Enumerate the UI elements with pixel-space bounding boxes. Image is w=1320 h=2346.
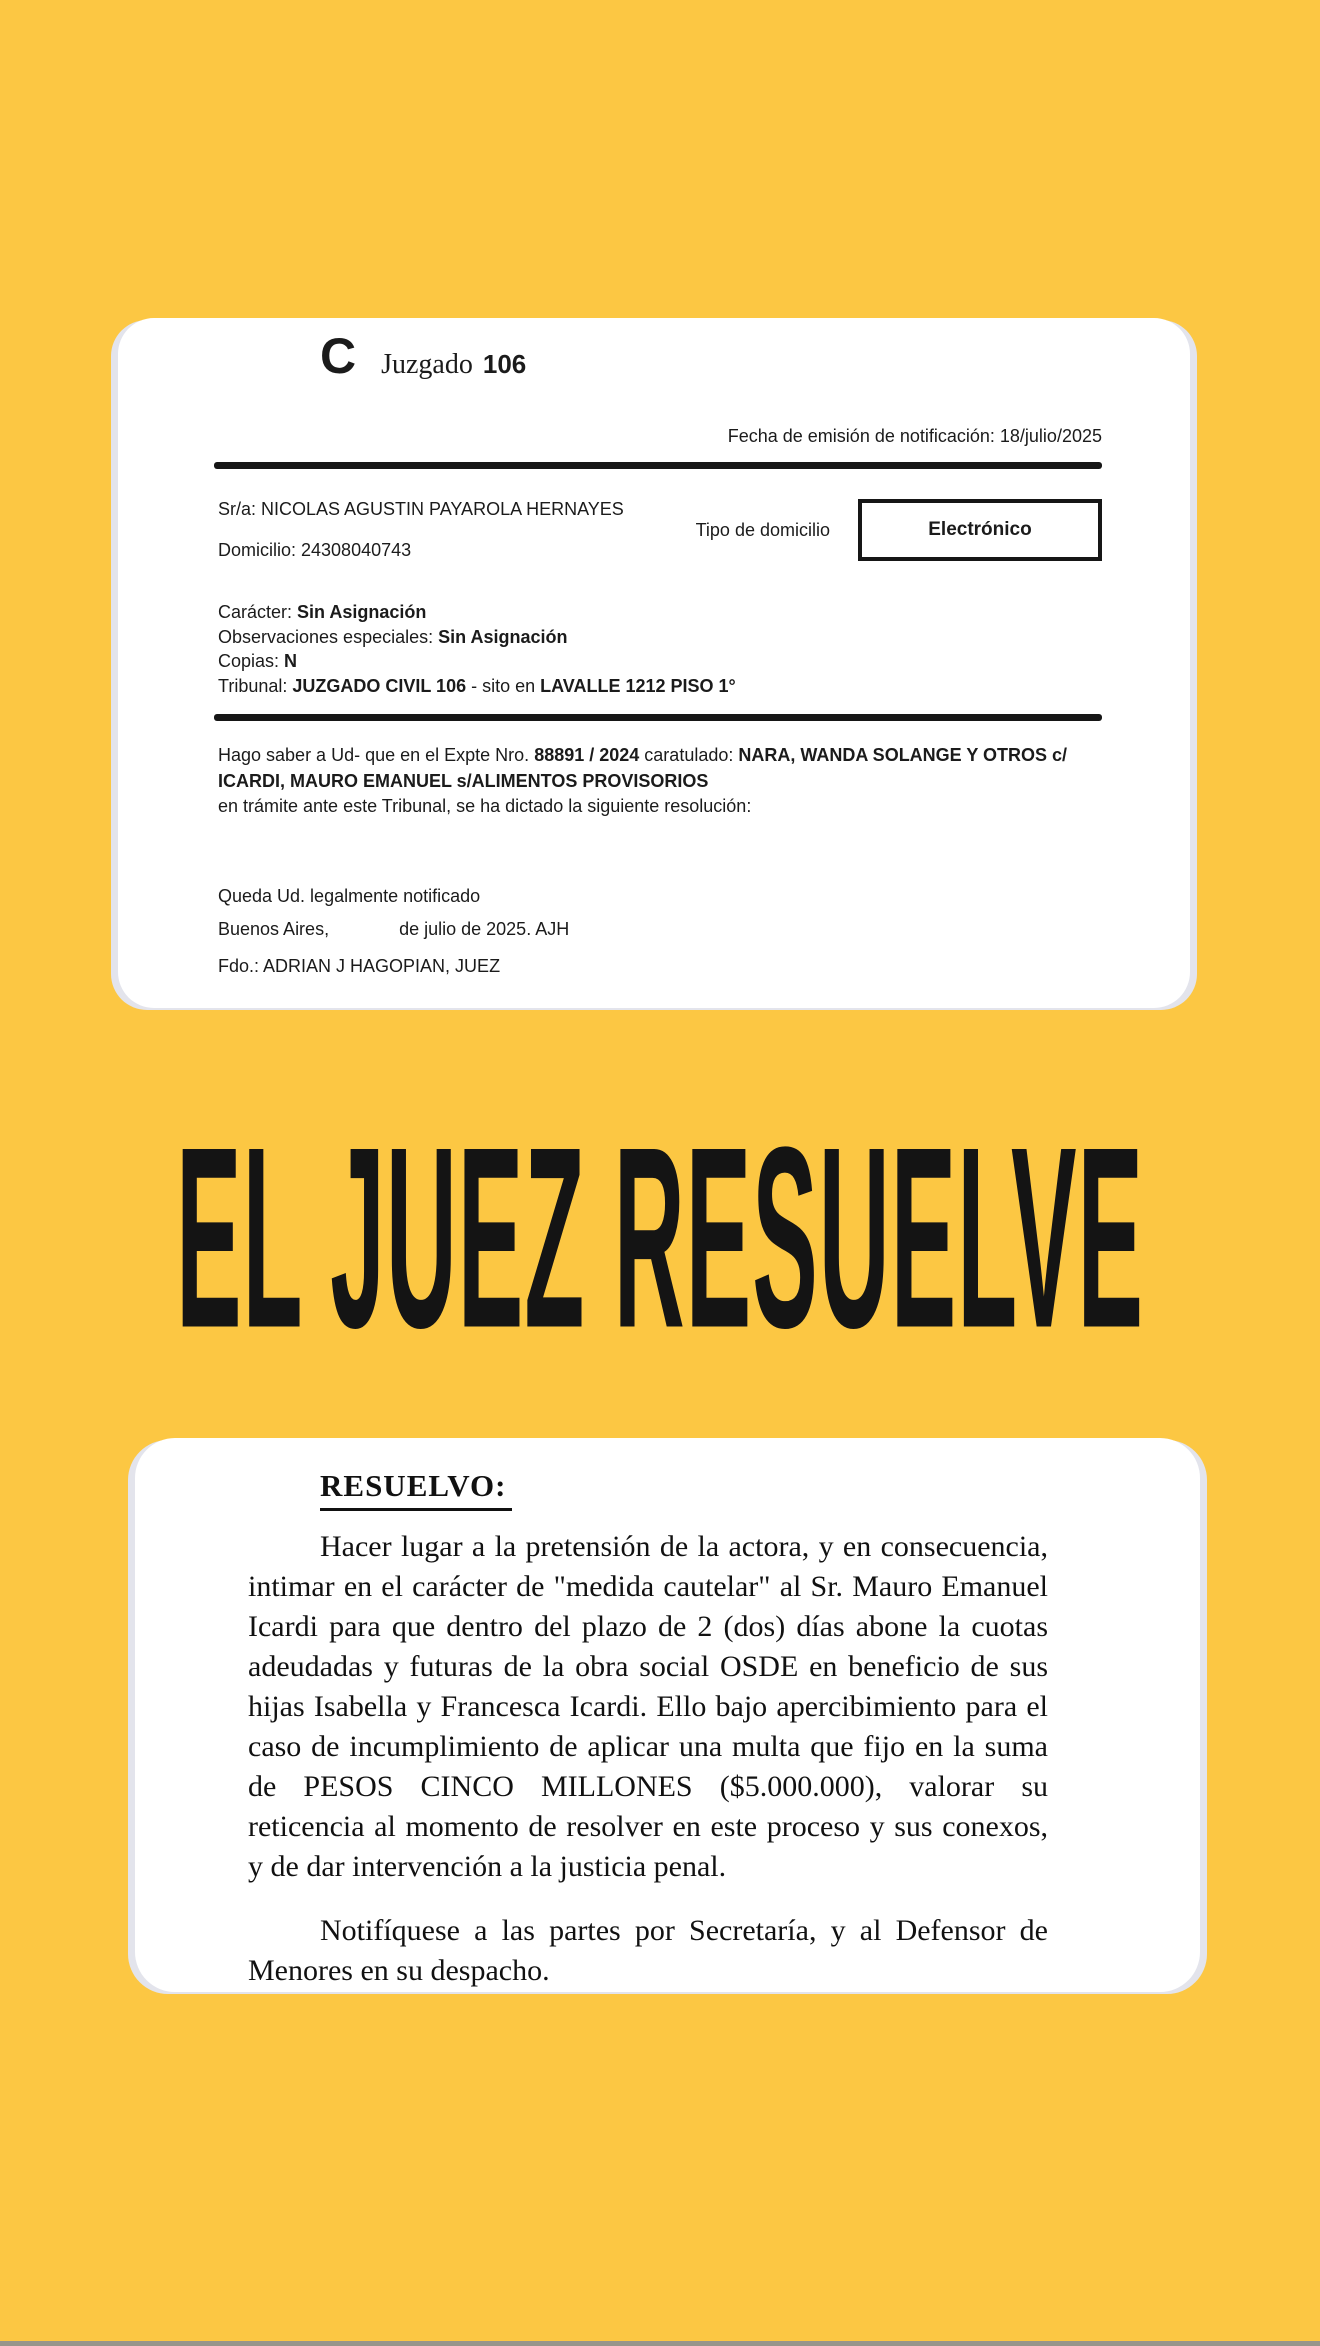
- legally-notified-line: Queda Ud. legalmente notificado: [218, 885, 481, 906]
- resolution-paragraph-2: Notifíquese a las partes por Secretaría, y al Defensor de Menores en su despacho.: [248, 1914, 1048, 1987]
- expediente-paragraph: [218, 743, 1098, 820]
- copias-value: N: [284, 651, 298, 671]
- tribunal-mid: - sito en: [466, 675, 541, 696]
- domicile-type-label: Tipo de domicilio: [695, 519, 830, 540]
- emission-date: Fecha de emisión de notificación: 18/julio/2025: [727, 426, 1102, 446]
- signature-line: Fdo.: ADRIAN J HAGOPIAN, JUEZ: [218, 955, 501, 976]
- divider-top: [214, 462, 1102, 469]
- headline-text: EL JUEZ RESUELVE: [175, 1094, 1145, 1382]
- case-meta-block: [218, 600, 1102, 698]
- copias-label: Copias:: [218, 651, 285, 671]
- expediente-numero: 88891 / 2024: [534, 745, 640, 765]
- observaciones-label: Observaciones especiales:: [218, 626, 439, 647]
- caracter-value: Sin Asignación: [297, 602, 427, 622]
- expediente-mid: caratulado:: [639, 745, 739, 765]
- resolution-card: [135, 1438, 1200, 1992]
- caracter-line: [218, 600, 1102, 625]
- addressee-row: [218, 497, 1102, 562]
- court-logo-letter: C: [320, 328, 358, 384]
- observaciones-value: Sin Asignación: [438, 626, 568, 647]
- bottom-edge-strip: [0, 2341, 1320, 2346]
- court-logo-word: Juzgado: [381, 349, 473, 380]
- copias-line: [218, 649, 1102, 674]
- tribunal-label: Tribunal:: [218, 675, 293, 696]
- addressee-block: [218, 497, 696, 562]
- resolution-paragraph-1: Hacer lugar a la pretensión de la actora, y en consecuencia, intimar en el carácter de "medida cautelar" al Sr. Mauro Emanuel Icardi para que dentro del plazo de 2 (dos) días abone la cuotas adeudadas y futuras de la obra social OSDE en beneficio de sus hijas Isabella y Francesca Icardi. Ello bajo apercibimiento para el caso de incumplimiento de aplicar una multa que fijo en la suma de PESOS CINCO MILLONES ($5.000.000), valorar su reticencia al momento de resolver en este proceso y sus conexos, y de dar intervención a la justicia penal.: [248, 1530, 1048, 1883]
- tribunal-address: LAVALLE 1212 PISO 1°: [540, 675, 736, 696]
- tribunal-line: [218, 674, 1102, 699]
- expediente-tramite: en trámite ante este Tribunal, se ha dictado la siguiente resolución:: [218, 796, 752, 816]
- tribunal-court: JUZGADO CIVIL 106: [292, 675, 467, 696]
- divider-bottom: [214, 714, 1102, 721]
- domicile-type-value-box: Electrónico: [858, 499, 1102, 561]
- court-logo-number: 106: [482, 349, 527, 379]
- addressee-domicilio: Domicilio: 24308040743: [218, 540, 412, 560]
- caracter-label: Carácter:: [218, 602, 298, 622]
- resolution-content: [135, 1438, 1200, 1991]
- date-place-line: Buenos Aires, de julio de 2025. AJH: [218, 918, 570, 939]
- expediente-caratula: NARA, WANDA SOLANGE Y OTROS c/ ICARDI, MAURO EMANUEL s/ALIMENTOS PROVISORIOS: [218, 745, 1068, 791]
- notification-content: [118, 318, 1190, 978]
- headline-banner: [0, 1094, 1320, 1382]
- resuelvo-heading-text: RESUELVO:: [320, 1468, 512, 1511]
- notification-document-card: [118, 318, 1190, 1008]
- resuelvo-heading: [320, 1468, 1200, 1511]
- expediente-pre: Hago saber a Ud- que en el Expte Nro.: [218, 745, 535, 765]
- court-logo: [320, 328, 1102, 402]
- addressee-name: Sr/a: NICOLAS AGUSTIN PAYAROLA HERNAYES: [218, 499, 624, 519]
- domicile-type-group: [696, 499, 1102, 561]
- observaciones-line: [218, 625, 1102, 650]
